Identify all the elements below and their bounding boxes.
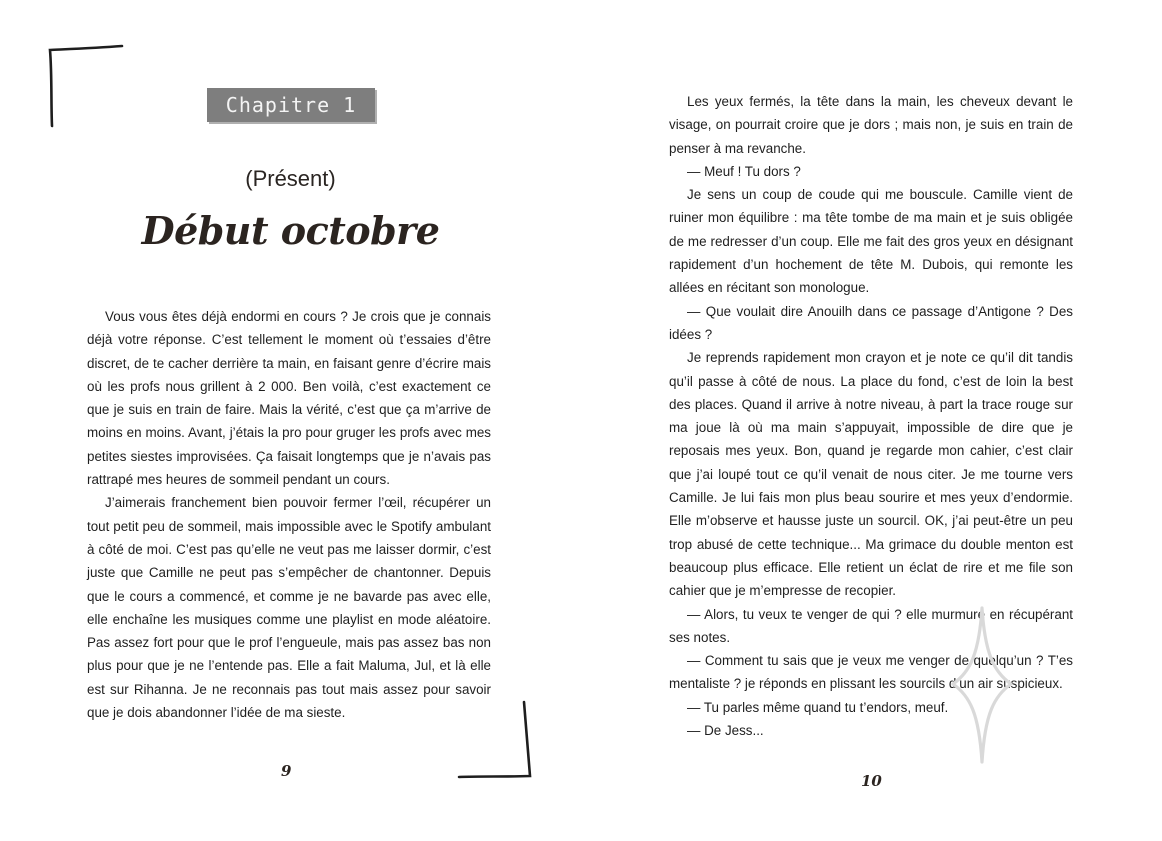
paragraph: J’aimerais franchement bien pouvoir fermer l’œil, récupérer un tout petit peu de sommeil, mais impossible avec le Spotify ambulant à côté de moi. C’est pas qu’elle ne veut pas me laisser dormir, c’est juste que Camille ne peut pas s’empêcher de chantonner. Depuis que le cours a commencé, et comme je ne bavarde pas avec elle, elle enchaîne les musiques comme une playlist en mode aléatoire. Pas assez fort pour que le prof l’engueule, mais pas assez bas non plus pour que je ne l’entende pas. Elle a fait Maluma, Jul, et là elle est sur Rihanna. Je ne reconnais pas tout mais assez pour savoir que je dois abandonner l’idée de ma sieste. [87,495,491,721]
chapter-title: Début octobre [141,208,440,253]
page-number: 9 [281,762,292,780]
paragraph: Je reprends rapidement mon crayon et je note ce qu’il dit tandis qu’il passe à côté de nous. La place du fond, c’est de loin la best des places. Quand il arrive à notre niveau, à part la trace rouge sur ma joue là où ma main s’appuyait, impossible de dire que je reposais mes yeux. Bon, quand je regarde mon cahier, c’est clair que j’ai loupé tout ce qu’il venait de nous citer. Je me tourne vers Camille. Je lui fais mon plus beau sourire et mes yeux d’endormie. Elle m’observe et hausse juste un sourcil. OK, j’ai peut-être un peu trop abusé de cette technique... Ma grimace du double menton est beaucoup plus efficace. Elle retient un éclat de rire et me file son cahier que je m’empresse de recopier. [669,350,1073,599]
sparkle-star-icon [949,604,1015,766]
dialog-line: — Comment tu sais que je veux me venger de quelqu’un ? T’es mentaliste ? je réponds en plissant les sourcils d’un air suspicieux. [669,653,1073,692]
dialog-line: — Meuf ! Tu dors ? [687,163,801,179]
dialog-line: — De Jess... [687,723,764,739]
right-page [581,0,1162,841]
paragraph: Je sens un coup de coude qui me bouscule. Camille vient de ruiner mon équilibre : ma tête tombe de ma main et je suis obligée de me redresser d’un coup. Elle me fait des gros yeux en désignant rapidement d’un hochement de tête M. Dubois, qui remonte les allées en récitant son monologue. [669,187,1073,296]
left-page-text [87,305,491,724]
chapter-label: Chapitre 1 [207,88,375,122]
dialog-line: — Que voulait dire Anouilh dans ce passage d’Antigone ? Des idées ? [669,303,1073,342]
dialog-line: — Alors, tu veux te venger de qui ? elle murmure en récupérant ses notes. [669,606,1073,645]
paragraph: Les yeux fermés, la tête dans la main, les cheveux devant le visage, on pourrait croire que je dors ; mais non, je suis en train de penser à ma revanche. [669,94,1073,156]
corner-bracket-bottom-right-icon [456,700,536,782]
paragraph: Vous vous êtes déjà endormi en cours ? Je crois que je connais déjà votre réponse. C’est tellement le moment où t’essaies d’être discret, de te cacher derrière ta main, en faisant genre d’écrire mais où les profs nous grillent à 2 000. Ben voilà, c’est exactement ce que je suis en train de faire. Mais la vérité, c’est que ça m’arrive de moins en moins. Avant, j’étais la pro pour gruger les profs avec mes petites siestes improvisées. Ça faisait longtemps que je n’avais pas rattrapé mes heures de sommeil pendant un cours. [87,309,491,488]
time-label: (Présent) [245,166,336,191]
page-number: 10 [861,772,882,790]
corner-bracket-top-left-icon [46,44,126,128]
dialog-line: — Tu parles même quand tu t’endors, meuf. [687,699,949,715]
